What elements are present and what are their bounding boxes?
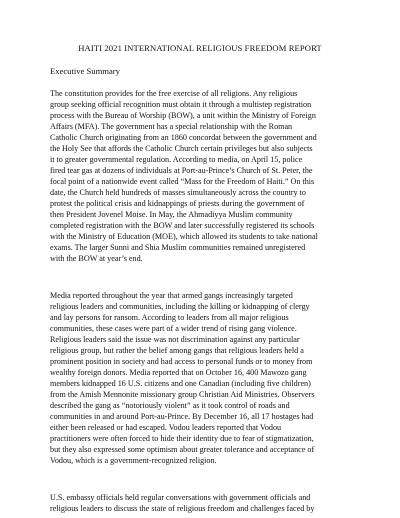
paragraph-1: [50, 88, 362, 264]
paragraph-line: the Holy See that affords the Catholic Church certain privileges but also subjects: [50, 144, 313, 153]
paragraph-line: religious group, but rather the belief among gangs that religious leaders held a: [50, 346, 304, 355]
report-title: HAITI 2021 INTERNATIONAL RELIGIOUS FREEDOM REPORT: [78, 43, 322, 53]
paragraph-line: religious leaders to discuss the state of religious freedom and challenges faced by: [50, 504, 315, 513]
paragraph-line: prominent position in society and had access to personal funds or to money from: [50, 357, 313, 366]
paragraph-line: U.S. embassy officials held regular conversations with government officials and: [50, 493, 311, 502]
paragraph-line: from the Amish Mennonite missionary group Christian Aid Ministries. Observers: [50, 390, 315, 399]
paragraph-line: but they also expressed some optimism about greater tolerance and acceptance of: [50, 445, 315, 454]
paragraph-line: date, the Church held hundreds of masses simultaneously across the country to: [50, 188, 306, 197]
paragraph-line: fired tear gas at dozens of individuals at Port-au-Prince’s Church of St. Peter, the: [50, 166, 313, 175]
paragraph-line: completed registration with the BOW and later successfully registered its schools: [50, 221, 315, 230]
paragraph-line: communities in and around Port-au-Prince. By December 16, all 17 hostages had: [50, 412, 314, 421]
paragraph-line: either been released or had escaped. Vodou leaders reported that Vodou: [50, 423, 282, 432]
paragraph-line: group seeking official recognition must obtain it through a multistep registration: [50, 100, 312, 109]
paragraph-line: described the gang as “notoriously violent” as it took control of roads and: [50, 401, 290, 410]
paragraph-line: exams. The larger Sunni and Shia Muslim communities remained unregistered: [50, 243, 306, 252]
paragraph-line: Vodou, which is a government-recognized religion.: [50, 456, 217, 465]
paragraph-line: wealthy foreign donors. Media reported that on October 16, 400 Mawozo gang: [50, 368, 307, 377]
paragraph-line: communities, these cases were part of a wider trend of rising gang violence.: [50, 324, 297, 333]
paragraph-line: and lay persons for ransom. According to leaders from all major religious: [50, 313, 289, 322]
paragraph-line: practitioners were often forced to hide their identity due to fear of stigmatization,: [50, 434, 314, 443]
paragraph-line: Affairs (MFA). The government has a special relationship with the Roman: [50, 122, 293, 131]
paragraph-line: Religious leaders said the issue was not discrimination against any particular: [50, 335, 300, 344]
paragraph-2: [50, 290, 362, 466]
paragraph-line: it to greater governmental regulation. According to media, on April 15, police: [50, 155, 303, 164]
paragraph-line: protest the political crisis and kidnappings of priests during the government of: [50, 199, 305, 208]
paragraph-line: Catholic Church originating from an 1860 concordat between the government and: [50, 133, 317, 142]
paragraph-line: focal point of a nationwide event called “Mass for the Freedom of Haiti.” On this: [50, 177, 315, 186]
section-heading: Executive Summary: [50, 66, 120, 76]
paragraph-line: The constitution provides for the free exercise of all religions. Any religious: [50, 89, 298, 98]
paragraph-line: members kidnapped 16 U.S. citizens and one Canadian (including five children): [50, 379, 311, 388]
paragraph-line: with the Ministry of Education (MOE), which allowed its students to take national: [50, 232, 318, 241]
paragraph-line: religious leaders and communities, including the killing or kidnapping of clergy: [50, 302, 310, 311]
paragraph-3: [50, 492, 362, 514]
paragraph-line: with the BOW at year’s end.: [50, 254, 143, 263]
paragraph-line: Media reported throughout the year that armed gangs increasingly targeted: [50, 291, 293, 300]
paragraph-line: then President Jovenel Moise. In May, the Ahmadiyya Muslim community: [50, 210, 293, 219]
paragraph-line: process with the Bureau of Worship (BOW), a unit within the Ministry of Foreign: [50, 111, 316, 120]
